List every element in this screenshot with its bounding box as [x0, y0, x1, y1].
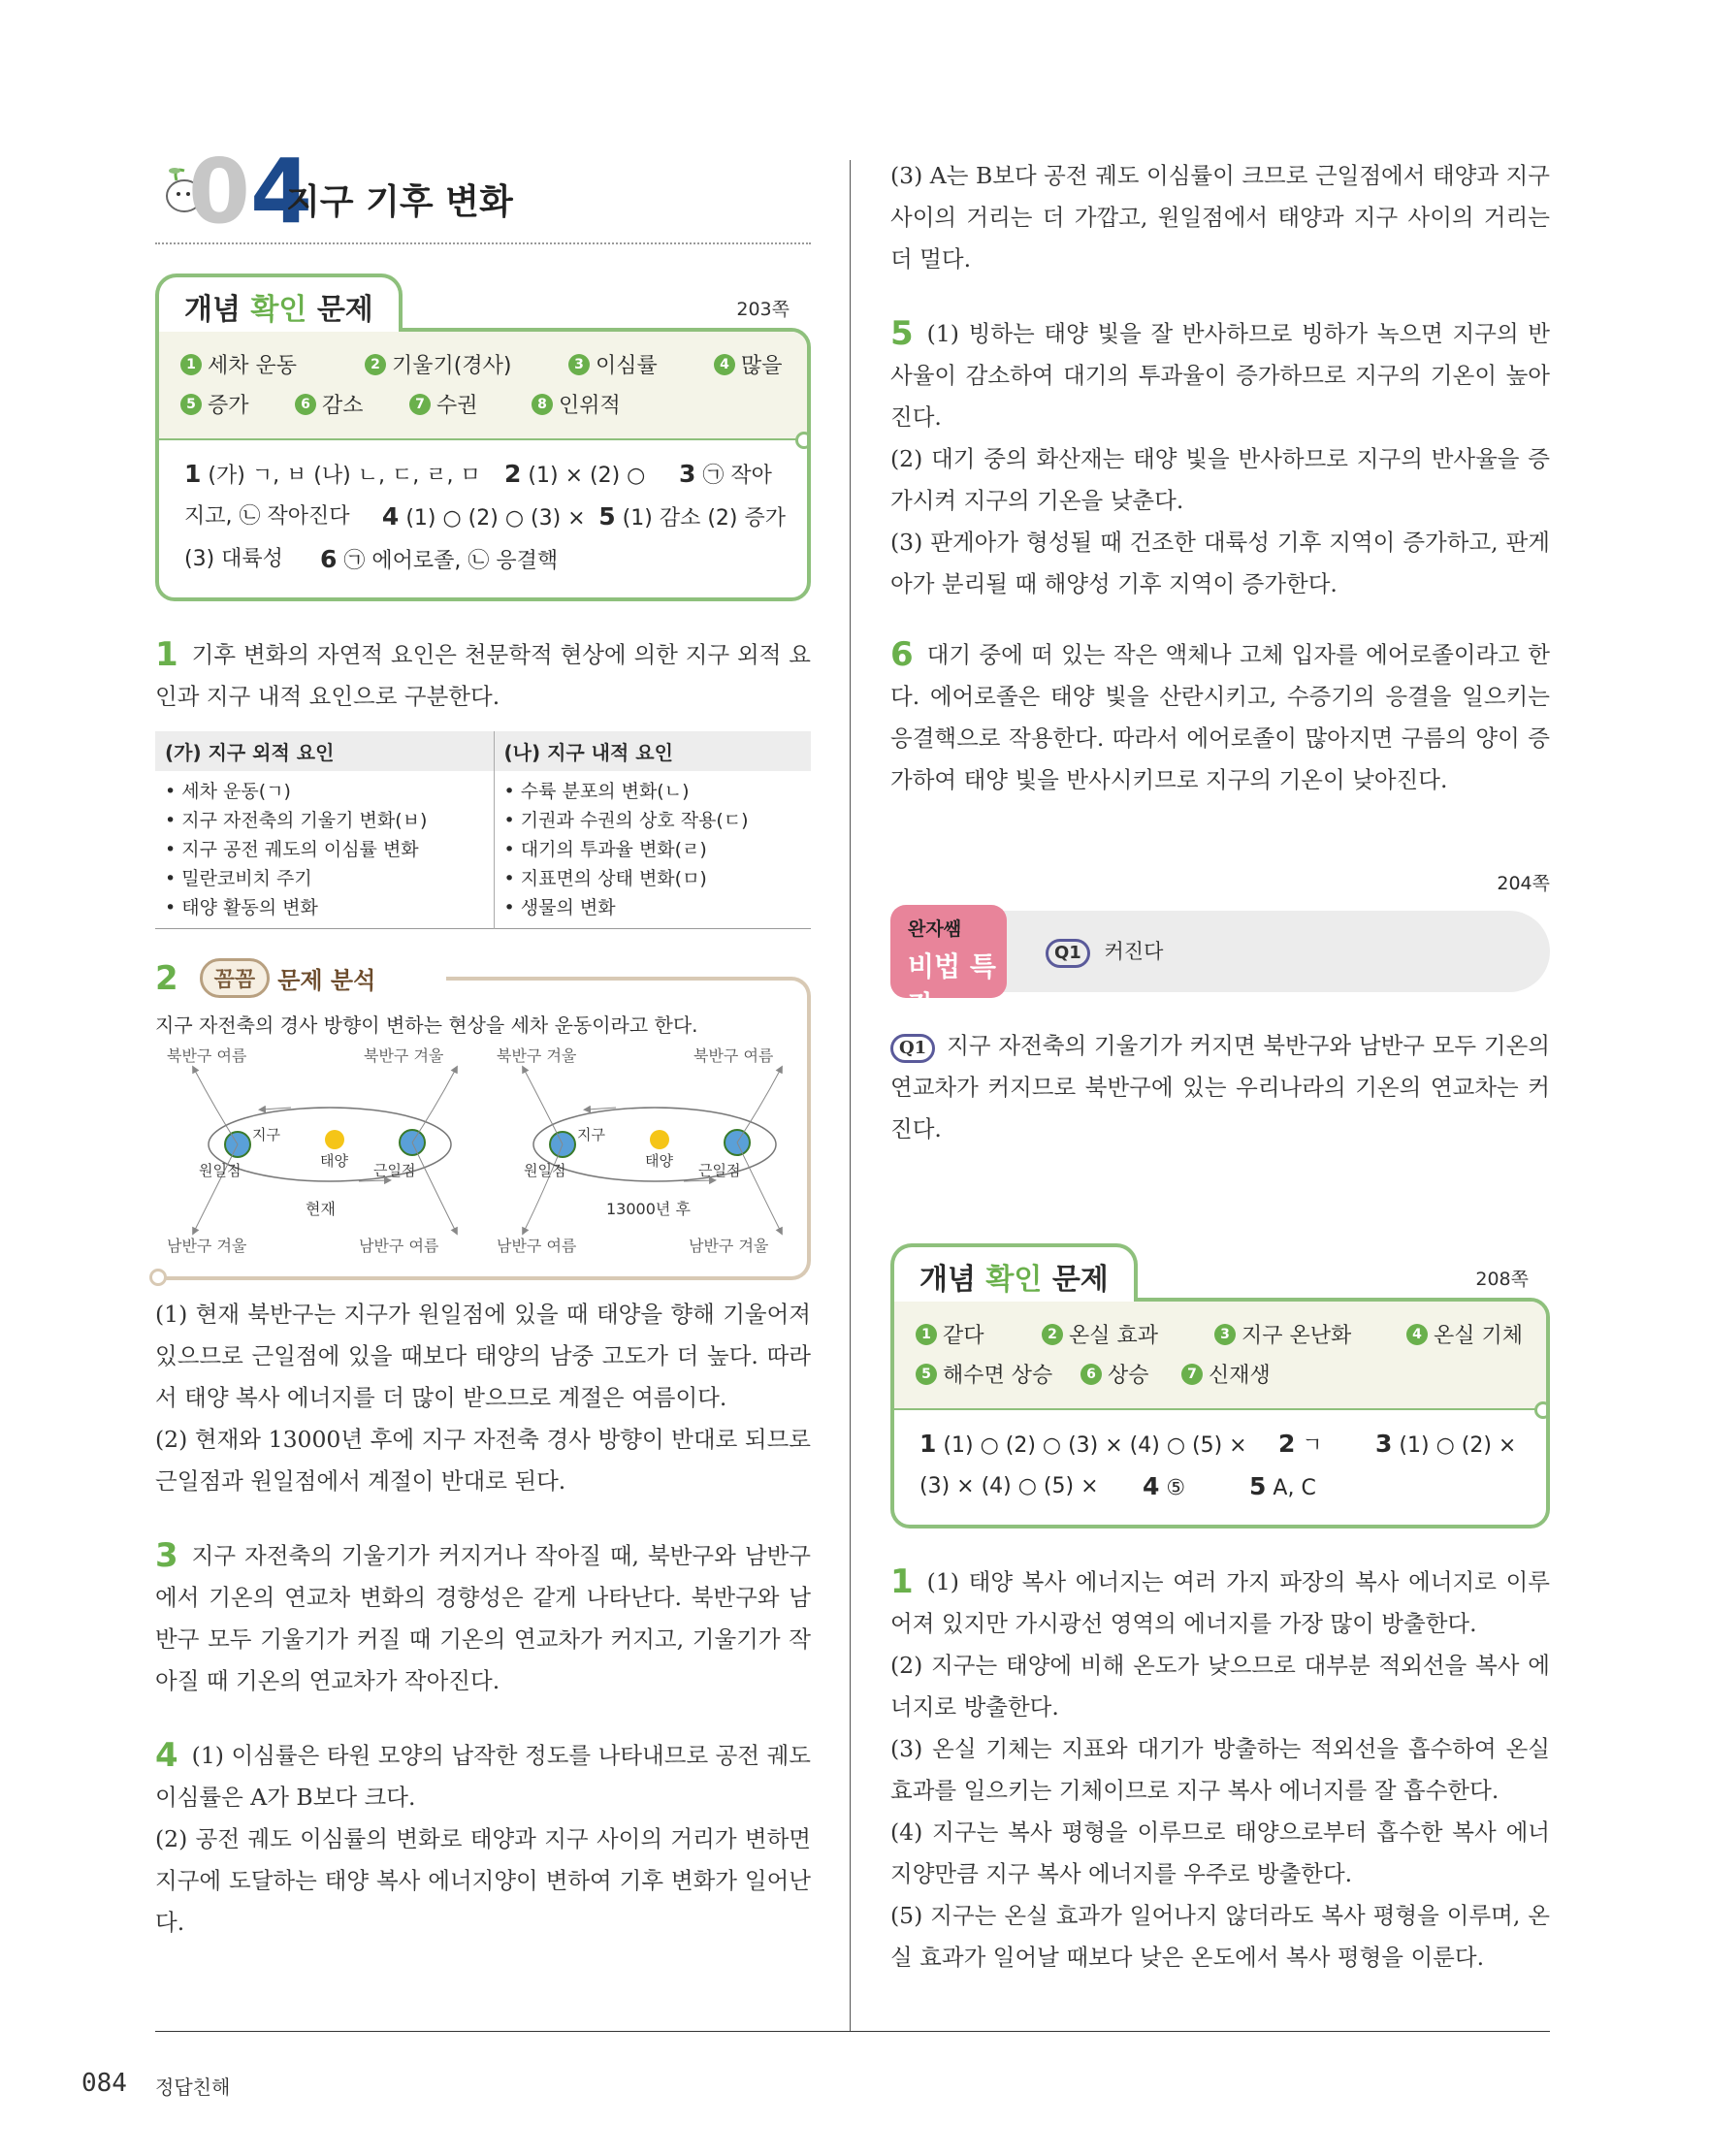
- explanation-2: 2 꼼꼼 문제 분석 지구 자전축의 경사 방향이 변하는 현상을 세차 운동이라고 한다. 북반구 여름 북반구 겨울 남반구 겨울 남반구 여름 지구 태양 원일점 근일점 현재 북반구 겨울 북반구 여름 남반구 여름 남반구 겨울 지구 태양 원일점 근일점 13000년 후 (1) 현재 북반구는 지구가 원일점에 있을 때 태양을 향해 기울어져 있으므로 근일점에 있을 때보다 태양의 남중 고도가 더 높다. 따라서 태양 복사 에너지를 더 많이 받으므로 계절은 여름이다. (2) 현재와 13000년 후에 지구 자전축 경사 방향이 반대로 되므로 근일점과 원일점에서 계절이 반대로 된다.: [155, 958, 811, 1502]
- page-ref: 204쪽: [1497, 873, 1550, 894]
- svg-text:원일점: 원일점: [524, 1162, 566, 1179]
- svg-text:북반구 여름: 북반구 여름: [167, 1047, 247, 1065]
- page-ref: 208쪽: [1475, 1269, 1529, 1290]
- special-explanation: Q1 지구 자전축의 기울기가 커지면 북반구와 남반구 모두 기온의 연교차가 커지므로 북반구에 있는 우리나라의 기온의 연교차는 커진다.: [890, 1032, 1550, 1142]
- sun-icon: [650, 1130, 669, 1149]
- q1-answer: 커진다: [1104, 940, 1164, 963]
- svg-text:13000년 후: 13000년 후: [606, 1200, 691, 1218]
- svg-text:원일점: 원일점: [199, 1162, 242, 1179]
- key-terms: 1 같다 2 온실 효과 3 지구 온난화 4 온실 기체 5 해수면 상승 6 상승 7 신재생: [894, 1302, 1546, 1408]
- answers: 1 (가) ㄱ, ㅂ (나) ㄴ, ㄷ, ㄹ, ㅁ 2 (1) × (2) ○ 3 ㉠ 작아 지고, ㉡ 작아진다 4 (1) ○ (2) ○ (3) × 5 (1) 감소 (2) 증가 (3) 대륙성 6 ㉠ 에어로졸, ㉡ 응결핵: [184, 460, 786, 573]
- explanation-b2-1: 1 (1) 태양 복사 에너지는 여러 가지 파장의 복사 에너지로 이루어져 있지만 가시광선 영역의 에너지를 가장 많이 방출한다. (2) 지구는 태양에 비해 온도가 낮으므로 대부분 적외선을 복사 에너지로 방출한다. (3) 온실 기체는 지표와 대기가 방출하는 적외선을 흡수하여 온실 효과를 일으키는 기체이므로 지구 복사 에너지를 잘 흡수한다. (4) 지구는 복사 평형을 이루므로 태양으로부터 흡수한 복사 에너지양만큼 지구 복사 에너지를 우주로 방출한다. (5) 지구는 온실 효과가 일어나지 않더라도 복사 평형을 이루며, 온실 효과가 일어날 때보다 낮은 온도에서 복사 평형을 이룬다.: [890, 1562, 1550, 1971]
- factor-table: (가) 지구 외적 요인 (나) 지구 내적 요인 • 세차 운동(ㄱ) • 지구 자전축의 기울기 변화(ㅂ) • 지구 공전 궤도의 이심률 변화 • 밀란코비치 주기 • 태양 활동의 변화 • 수륙 분포의 변화(ㄴ) • 기권과 수권의 상호 작용(ㄷ) • 대기의 투과율 변화(ㄹ) • 지표면의 상태 변화(ㅁ) • 생물의 변화: [155, 731, 811, 929]
- explanation-3: 3 지구 자전축의 기울기가 커지거나 작아질 때, 북반구와 남반구에서 기온의 연교차 변화의 경향성은 같게 나타난다. 북반구와 남반구 모두 기울기가 커질 때 기온의 연교차가 커지고, 기울기가 작아질 때 기온의 연교차가 작아진다.: [155, 1536, 811, 1694]
- key-terms: 1 세차 운동 2 기울기(경사) 3 이심률 4 많을 5 증가 6 감소 7 수권 8 인위적: [159, 332, 807, 438]
- explanation-1: 1 기후 변화의 자연적 요인은 천문학적 현상에 의한 지구 외적 요인과 지구 내적 요인으로 구분한다. (가) 지구 외적 요인 (나) 지구 내적 요인 • 세차 운동(ㄱ) • 지구 자전축의 기울기 변화(ㅂ) • 지구 공전 궤도의 이심률 변화 • 밀란코비치 주기 • 태양 활동의 변화 • 수륙 분포의 변화(ㄴ) • 기권과 수권의 상호 작용(ㄷ) • 대기의 투과율 변화(ㄹ) • 지표면의 상태 변화(ㅁ) • 생물의 변화: [155, 634, 811, 929]
- concept-check-box-2: [890, 1243, 1550, 1529]
- bottom-rule: [155, 2031, 1550, 2032]
- svg-text:남반구 겨울: 남반구 겨울: [167, 1237, 247, 1255]
- svg-text:태양: 태양: [645, 1152, 673, 1170]
- svg-text:남반구 여름: 남반구 여름: [359, 1237, 439, 1255]
- q2-para-1: (1) 현재 북반구는 지구가 원일점에 있을 때 태양을 향해 기울어져 있으므로 근일점에 있을 때보다 태양의 남중 고도가 더 높다. 따라서 태양 복사 에너지를 더 많이 받으므로 계절은 여름이다.: [155, 1301, 811, 1411]
- analysis-box: [155, 1002, 811, 1280]
- concept-check-box: [155, 274, 811, 601]
- svg-text:지구: 지구: [577, 1126, 605, 1143]
- q2-para-2: (2) 현재와 13000년 후에 지구 자전축 경사 방향이 반대로 되므로 근일점과 원일점에서 계절이 반대로 된다.: [155, 1426, 811, 1495]
- q1-badge: Q1: [1046, 939, 1090, 968]
- svg-text:근일점: 근일점: [698, 1162, 741, 1179]
- svg-text:북반구 겨울: 북반구 겨울: [497, 1047, 577, 1065]
- page-ref: 203쪽: [736, 299, 790, 320]
- svg-text:남반구 겨울: 남반구 겨울: [689, 1237, 769, 1255]
- column-divider: [850, 160, 851, 2032]
- diagram-present: [167, 1047, 456, 1255]
- sun-icon: [325, 1130, 344, 1149]
- special-badge: 완자쌤 비법 특강: [890, 905, 1007, 998]
- svg-text:근일점: 근일점: [373, 1162, 416, 1179]
- explanation-4: 4 (1) 이심률은 타원 모양의 납작한 정도를 나타내므로 공전 궤도 이심률은 A가 B보다 크다. (2) 공전 궤도 이심률의 변화로 태양과 지구 사이의 거리가 변하면 지구에 도달하는 태양 복사 에너지양이 변하여 기후 변화가 일어난다.: [155, 1736, 811, 1936]
- chapter-header: [155, 140, 811, 244]
- svg-text:지구: 지구: [252, 1126, 280, 1143]
- kkomkkom-badge: 꼼꼼: [200, 958, 271, 998]
- concept-check-tab: 개념 확인 문제: [155, 274, 403, 332]
- svg-text:북반구 겨울: 북반구 겨울: [364, 1047, 444, 1065]
- diagram-13000-years: [497, 1047, 781, 1255]
- concept-check-tab: 개념 확인 문제: [890, 1243, 1138, 1302]
- chapter-title: 지구 기후 변화: [286, 182, 513, 222]
- q4-para-3: (3) A는 B보다 공전 궤도 이심률이 크므로 근일점에서 태양과 지구 사이의 거리는 더 가깝고, 원일점에서 태양과 지구 사이의 거리는 더 멀다.: [890, 162, 1550, 273]
- left-column: [155, 140, 811, 1944]
- svg-text:태양: 태양: [320, 1152, 348, 1170]
- precession-diagram: [155, 1047, 805, 1271]
- svg-text:현재: 현재: [306, 1200, 336, 1218]
- explanation-5: 5 (1) 빙하는 태양 빛을 잘 반사하므로 빙하가 녹으면 지구의 반사율이 감소하여 대기의 투과율이 증가하므로 지구의 기온이 높아진다. (2) 대기 중의 화산재는 태양 빛을 반사하므로 지구의 반사율을 증가시켜 지구의 기온을 낮춘다. (3) 판게아가 형성될 때 건조한 대륙성 기후 지역이 증가하고, 판게아가 분리될 때 해양성 기후 지역이 증가한다.: [890, 314, 1550, 597]
- analysis-intro: 지구 자전축의 경사 방향이 변하는 현상을 세차 운동이라고 한다.: [155, 1014, 698, 1037]
- svg-text:남반구 여름: 남반구 여름: [497, 1237, 577, 1255]
- svg-text:북반구 여름: 북반구 여름: [693, 1047, 774, 1065]
- chapter-number: 04: [188, 140, 313, 243]
- right-column: [890, 155, 1550, 1979]
- special-lecture: [890, 905, 1550, 1021]
- answers: 1 (1) ○ (2) ○ (3) × (4) ○ (5) × 2 ㄱ 3 (1) ○ (2) × (3) × (4) ○ (5) × 4 ⑤ 5 A, C: [919, 1430, 1517, 1500]
- explanation-6: 6 대기 중에 떠 있는 작은 액체나 고체 입자를 에어로졸이라고 한다. 에어로졸은 태양 빛을 산란시키고, 수증기의 응결을 일으키는 응결핵으로 작용한다. 따라서 에어로졸이 많아지면 구름의 양이 증가하여 태양 빛을 반사시키므로 지구의 기온이 낮아진다.: [890, 635, 1550, 793]
- footer-label: 정답친해: [155, 2076, 231, 2099]
- page-number: 084: [81, 2069, 127, 2098]
